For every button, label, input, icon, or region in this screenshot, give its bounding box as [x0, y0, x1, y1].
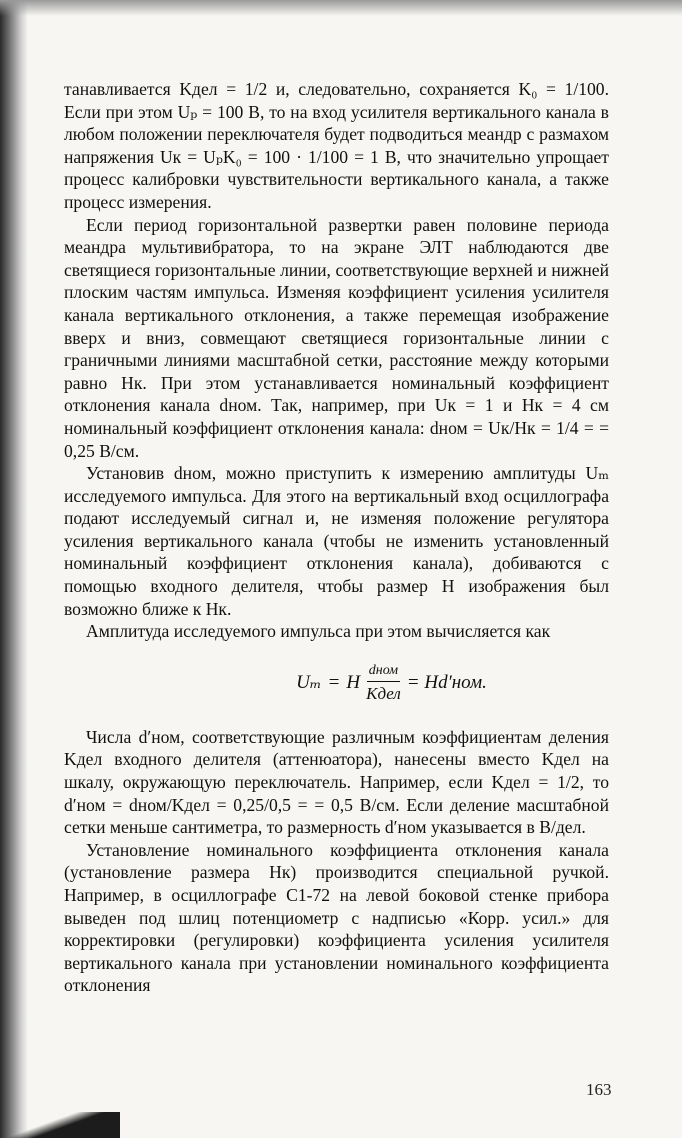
- formula-fraction: [366, 663, 401, 704]
- paragraph-1: танавливается Kдел = 1/2 и, следовательно, сохраняется K₀ = 1/100. Если при этом Uₚ = 100 В, то на вход усилителя вертикального канала в любом положении переключателя будет подводиться меандр с размахом напряжения Uк = UₚK₀ = 100 · 1/100 = 1 В, что значительно упрощает процесс калибровки чувствительности вертикального канала, а также процесс измерения.: [64, 79, 609, 212]
- paragraph-5: Числа d′ном, соответствующие различным коэффициентам деления Kдел входного делителя (аттенюатора), нанесены вместо Kдел на шкалу, окружающую переключатель. Например, если Kдел = 1/2, то d′ном = dном/Kдел = 0,25/0,5 = = 0,5 В/см. Если деление масштабной сетки меньше сантиметра, то размерность d′ном указывается в В/дел.: [64, 726, 609, 838]
- page-body: [64, 78, 609, 997]
- paragraph-3: Установив dном, можно приступить к измерению амплитуды Uₘ исследуемого импульса. Для этого на вертикальный вход осциллографа подают исследуемый сигнал и, не изменяя положение регулятора усиления вертикального канала (чтобы не изменить установленный номинальный коэффициент отклонения канала), добиваются с помощью входного делителя, чтобы размер H изображения был возможно ближе к Hк.: [64, 463, 609, 619]
- formula-denominator: Kдел: [366, 683, 401, 703]
- formula-lhs: Uₘ: [296, 672, 322, 694]
- amplitude-formula: [174, 663, 609, 704]
- paragraph-2: Если период горизонтальной развертки равен половине периода меандра мультивибратора, то на экране ЭЛТ наблюдаются две светящиеся горизонтальные линии, соответствующие верхней и нижней плоским частям импульса. Изменяя коэффициент усиления усилителя канала вертикального отклонения, а также перемещая изображение вверх и вниз, совмещают светящиеся горизонтальные линии с граничными линиями масштабной сетки, расстояние между которыми равно Hк. При этом устанавливается номинальный коэффициент отклонения канала dном. Так, например, при Uк = 1 и Hк = 4 см номинальный коэффициент отклонения канала: dном = Uк/Hк = 1/4 = = 0,25 В/см.: [64, 214, 609, 461]
- formula-rhs: = Hd′ном.: [406, 672, 487, 694]
- paragraph-6: Установление номинального коэффициента отклонения канала (установление размера Hк) производится специальной ручкой. Например, в осциллографе С1-72 на левой боковой стенке прибора выведен под шлиц потенциометр с надписью «Корр. усил.» для корректировки (регулировки) коэффициента усиления усилителя вертикального канала при установлении номинального коэффициента отклонения: [64, 839, 609, 996]
- formula-eq: =: [327, 672, 341, 694]
- formula-h: H: [346, 672, 361, 694]
- scan-corner-shadow: [0, 1112, 120, 1138]
- page-shadow-top: [0, 0, 682, 16]
- formula-numerator: dном: [367, 663, 400, 682]
- paragraph-4: Амплитуда исследуемого импульса при этом вычисляется как: [86, 621, 551, 642]
- page-shadow-left: [0, 0, 28, 1138]
- page-number: 163: [586, 1080, 612, 1099]
